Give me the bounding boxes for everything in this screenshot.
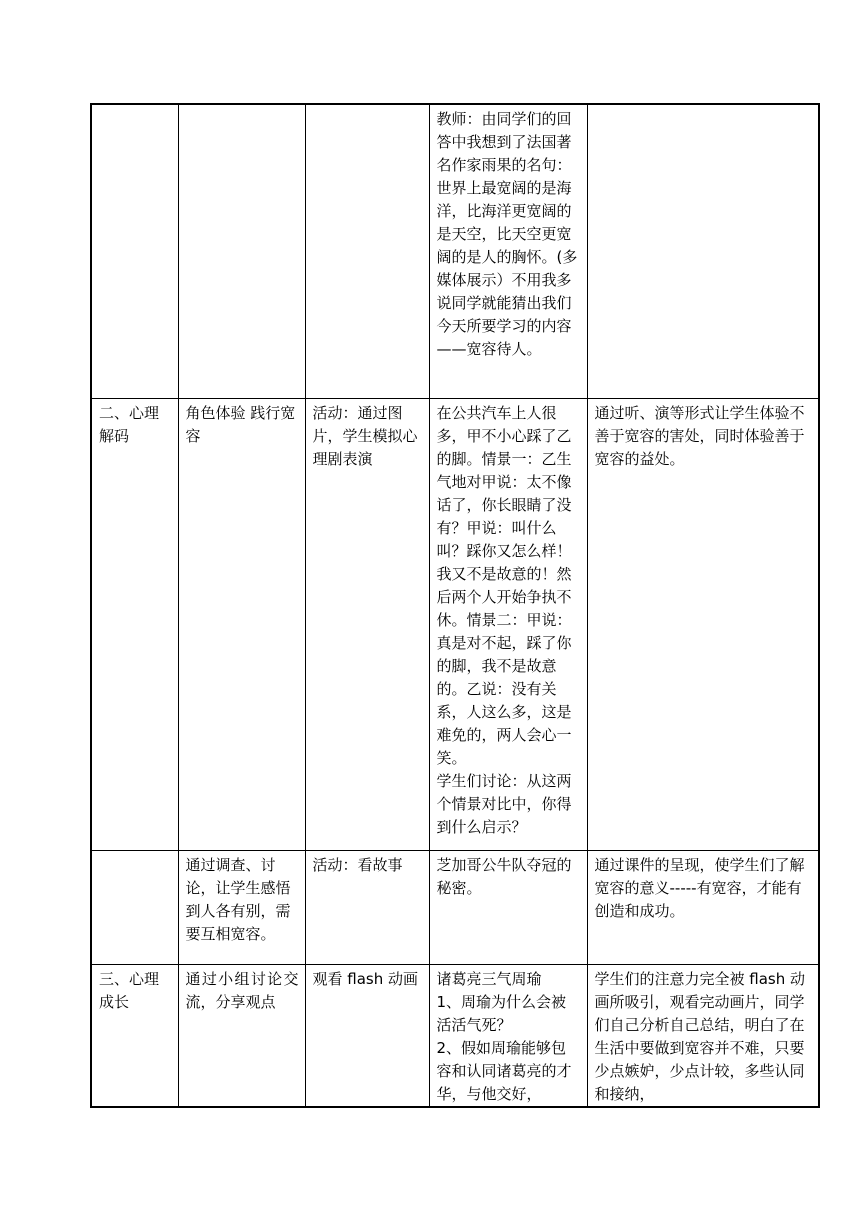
goal-cell: 角色体验 践行宽容 xyxy=(178,398,305,850)
stage-cell xyxy=(91,104,178,398)
activity-cell: 观看 flash 动画 xyxy=(305,964,429,1107)
table-row xyxy=(91,398,819,850)
activity-cell: 活动：通过图片，学生模拟心理剧表演 xyxy=(305,398,429,850)
table-row xyxy=(91,850,819,964)
table-row xyxy=(91,104,819,398)
content-cell: 教师：由同学们的回答中我想到了法国著名作家雨果的名句：世界上最宽阔的是海洋，比海洋更宽阔的是天空，比天空更宽阔的是人的胸怀。(多媒体展示）不用我多说同学就能猜出我们今天所要学习的内容——宽容待人。 xyxy=(429,104,587,398)
activity-cell: 活动：看故事 xyxy=(305,850,429,964)
stage-cell: 二、心理解码 xyxy=(91,398,178,850)
intent-cell: 学生们的注意力完全被 flash 动画所吸引，观看完动画片，同学们自己分析自己总结，明白了在生活中要做到宽容并不难，只要少点嫉妒，少点计较，多些认同和接纳， xyxy=(587,964,819,1107)
stage-cell: 三、心理成长 xyxy=(91,964,178,1107)
intent-cell: 通过课件的呈现，使学生们了解宽容的意义-----有宽容，才能有创造和成功。 xyxy=(587,850,819,964)
table-row xyxy=(91,964,819,1107)
content-cell: 芝加哥公牛队夺冠的秘密。 xyxy=(429,850,587,964)
intent-cell xyxy=(587,104,819,398)
activity-cell xyxy=(305,104,429,398)
content-cell: 诸葛亮三气周瑜 1、周瑜为什么会被活活气死？ 2、假如周瑜能够包容和认同诸葛亮的才华，与他交好， xyxy=(429,964,587,1107)
lesson-plan-table xyxy=(90,103,820,1108)
goal-cell: 通过小组讨论交流，分享观点 xyxy=(178,964,305,1107)
content-cell: 在公共汽车上人很多，甲不小心踩了乙的脚。情景一：乙生气地对甲说：太不像话了，你长眼睛了没有？甲说：叫什么叫？踩你又怎么样！我又不是故意的！然后两个人开始争执不休。情景二：甲说：真是对不起，踩了你的脚，我不是故意的。乙说：没有关系，人这么多，这是难免的，两人会心一笑。 学生们讨论：从这两个情景对比中，你得到什么启示？ xyxy=(429,398,587,850)
stage-cell xyxy=(91,850,178,964)
intent-cell: 通过听、演等形式让学生体验不善于宽容的害处，同时体验善于宽容的益处。 xyxy=(587,398,819,850)
goal-cell: 通过调查、讨论，让学生感悟到人各有别，需要互相宽容。 xyxy=(178,850,305,964)
goal-cell xyxy=(178,104,305,398)
